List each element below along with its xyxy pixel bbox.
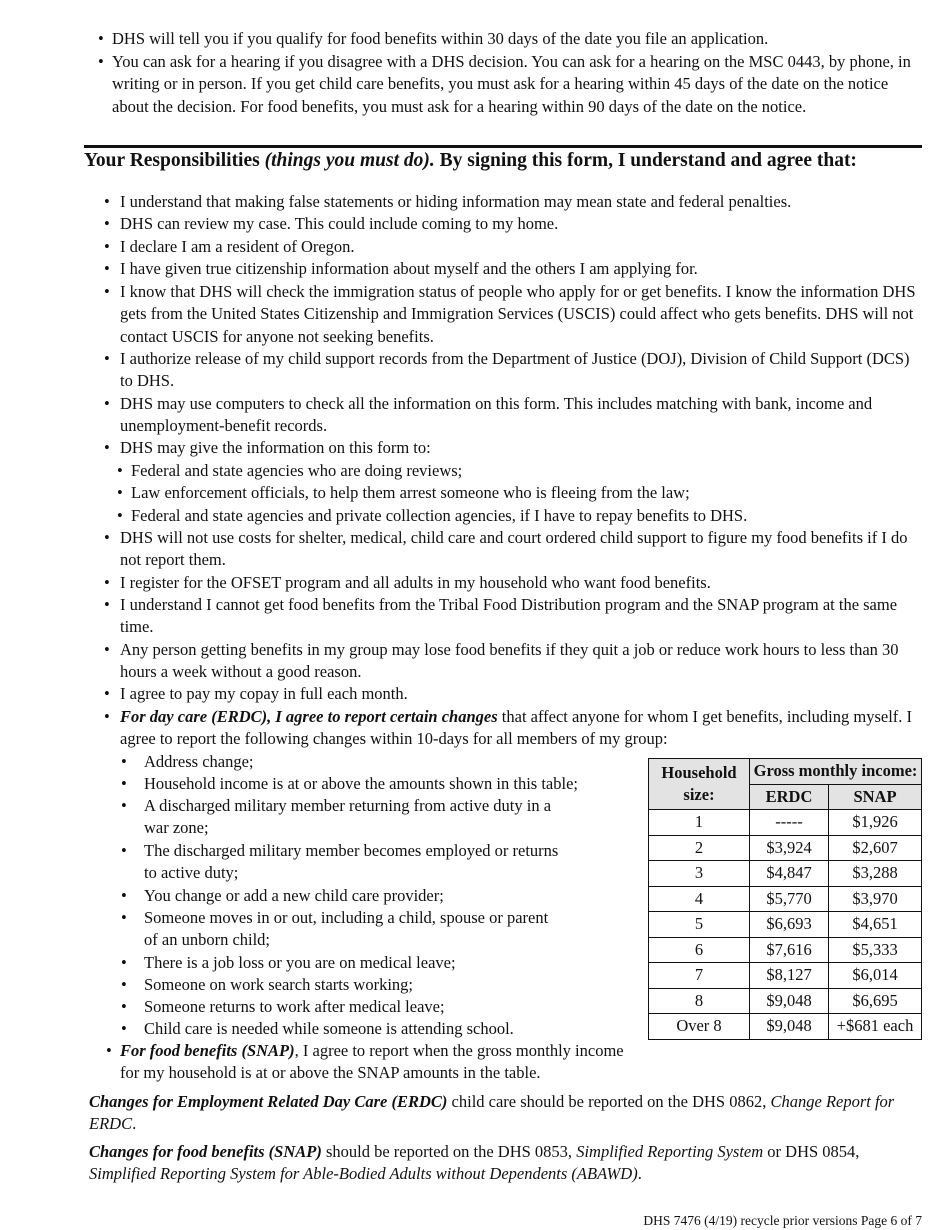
bullet-glyph: • xyxy=(104,640,110,659)
bullet-glyph: • xyxy=(121,953,127,972)
bullet-glyph: • xyxy=(121,908,127,927)
col-gross-monthly-income: Gross monthly income: xyxy=(750,759,922,785)
responsibility-item: • Federal and state agencies who are doing reviews; xyxy=(117,460,927,482)
household-size-cell: 8 xyxy=(649,988,750,1014)
bullet-glyph: • xyxy=(117,483,123,502)
bullet-glyph: • xyxy=(121,841,127,860)
responsibility-item: • DHS can review my case. This could include coming to my home. xyxy=(104,213,924,235)
responsibility-item: • I register for the OFSET program and all adults in my household who want food benefits. xyxy=(104,572,924,594)
erdc-lead: • For day care (ERDC), I agree to report certain changes that affect anyone for whom I get benefits, including myself. I agree to report the following changes within 10-days for all members of my group: xyxy=(104,707,913,749)
household-size-cell: 2 xyxy=(649,835,750,861)
erdc-income-cell: $3,924 xyxy=(750,835,829,861)
bullet-glyph: • xyxy=(121,774,127,793)
snap-reporting-note: Changes for food benefits (SNAP) should be reported on the DHS 0853, Simplified Reporting System or DHS 0854, Simplified Reporting System for Able-Bodied Adults without Dependents (ABAWD). xyxy=(89,1142,860,1184)
bullet-glyph: • xyxy=(121,752,127,771)
erdc-change-item: • You change or add a new child care provider; xyxy=(121,885,561,907)
bullet-glyph: • xyxy=(104,684,110,703)
snap-income-cell: $2,607 xyxy=(829,835,922,861)
household-size-cell: 1 xyxy=(649,810,750,836)
bullet-glyph: • xyxy=(104,259,110,278)
snap-income-cell: $1,926 xyxy=(829,810,922,836)
responsibility-item: • Law enforcement officials, to help them arrest someone who is fleeing from the law; xyxy=(117,482,927,504)
snap-income-cell: $4,651 xyxy=(829,912,922,938)
bullet-glyph: • xyxy=(98,29,104,48)
table-row xyxy=(649,835,922,861)
household-size-cell: 3 xyxy=(649,861,750,887)
table-row xyxy=(649,963,922,989)
snap-income-cell: +$681 each xyxy=(829,1014,922,1040)
table-row xyxy=(649,937,922,963)
responsibility-item: • I agree to pay my copay in full each month. xyxy=(104,683,924,705)
snap-lead: • For food benefits (SNAP), I agree to report when the gross monthly income for my household is at or above the SNAP amounts in the table. xyxy=(106,1041,624,1083)
snap-income-cell: $3,970 xyxy=(829,886,922,912)
responsibility-item: • Any person getting benefits in my group may lose food benefits if they quit a job or reduce work hours to less than 30 hours a week without a good reason. xyxy=(104,640,899,682)
table-row xyxy=(649,912,922,938)
page-footer: DHS 7476 (4/19) recycle prior versions Page 6 of 7 xyxy=(643,1213,922,1228)
erdc-income-cell: $8,127 xyxy=(750,963,829,989)
erdc-reporting-note: Changes for Employment Related Day Care (ERDC) child care should be reported on the DHS 0862, Change Report for ERDC. xyxy=(89,1092,895,1134)
bullet-glyph: • xyxy=(104,192,110,211)
bullet-glyph: • xyxy=(104,394,110,413)
household-size-cell: Over 8 xyxy=(649,1014,750,1040)
snap-income-cell: $3,288 xyxy=(829,861,922,887)
table-row xyxy=(649,1014,922,1040)
top-bullet-1: • DHS will tell you if you qualify for food benefits within 30 days of the date you file an application. xyxy=(98,28,928,50)
table-row xyxy=(649,988,922,1014)
erdc-income-cell: $6,693 xyxy=(750,912,829,938)
bullet-glyph: • xyxy=(104,528,110,547)
income-table-body xyxy=(649,810,922,1040)
top-bullet-2: • You can ask for a hearing if you disagree with a DHS decision. You can ask for a hearing on the MSC 0443, by phone, in writing or in person. If you get child care benefits, you must ask for a hearing within 45 days of the date on the notice about the decision. For food benefits, you must ask for a hearing within 90 days of the date on the notice. xyxy=(98,52,911,116)
responsibility-item: • DHS may use computers to check all the information on this form. This includes matching with bank, income and unemployment-benefit records. xyxy=(104,394,873,436)
erdc-income-cell: $7,616 xyxy=(750,937,829,963)
responsibilities-heading: Your Responsibilities (things you must do). By signing this form, I understand and agree that: xyxy=(84,150,857,171)
bullet-glyph: • xyxy=(106,1041,112,1060)
table-row xyxy=(649,861,922,887)
bullet-glyph: • xyxy=(98,52,104,71)
erdc-change-item: • Child care is needed while someone is attending school. xyxy=(121,1018,561,1040)
bullet-glyph: • xyxy=(121,1019,127,1038)
snap-income-cell: $5,333 xyxy=(829,937,922,963)
erdc-income-cell: $9,048 xyxy=(750,988,829,1014)
bullet-glyph: • xyxy=(104,707,110,726)
responsibility-item: • I know that DHS will check the immigration status of people who apply for or get benefits. I know the information DHS gets from the United States Citizenship and Immigration Services (USCIS) could affect who gets benefits. DHS will not contact USCIS for anyone not seeking benefits. xyxy=(104,282,916,346)
erdc-income-cell: $9,048 xyxy=(750,1014,829,1040)
table-row xyxy=(649,886,922,912)
erdc-change-item: • A discharged military member returning from active duty in a war zone; xyxy=(121,796,552,838)
responsibility-item: • DHS will not use costs for shelter, medical, child care and court ordered child support to figure my food benefits if I do not report them. xyxy=(104,528,908,570)
erdc-change-item: • Someone moves in or out, including a child, spouse or parent of an unborn child; xyxy=(121,908,549,950)
responsibility-item: • I authorize release of my child support records from the Department of Justice (DOJ), Division of Child Support (DCS) to DHS. xyxy=(104,349,910,391)
erdc-change-item: • Address change; xyxy=(121,751,561,773)
household-size-cell: 4 xyxy=(649,886,750,912)
responsibility-item: • I have given true citizenship information about myself and the others I am applying for. xyxy=(104,258,924,280)
erdc-income-cell: ----- xyxy=(750,810,829,836)
bullet-glyph: • xyxy=(104,438,110,457)
household-size-cell: 6 xyxy=(649,937,750,963)
erdc-change-item: • Someone on work search starts working; xyxy=(121,974,561,996)
erdc-change-item: • The discharged military member becomes employed or returns to active duty; xyxy=(121,841,559,883)
responsibility-item: • I understand I cannot get food benefits from the Tribal Food Distribution program and the SNAP program at the same time. xyxy=(104,595,898,637)
responsibility-item: • Federal and state agencies and private collection agencies, if I have to repay benefits to DHS. xyxy=(117,505,927,527)
table-row xyxy=(649,810,922,836)
col-erdc: ERDC xyxy=(750,784,829,810)
bullet-glyph: • xyxy=(121,796,127,815)
bullet-glyph: • xyxy=(117,506,123,525)
bullet-glyph: • xyxy=(104,573,110,592)
bullet-glyph: • xyxy=(121,975,127,994)
responsibility-item: • DHS may give the information on this form to: xyxy=(104,437,924,459)
household-size-cell: 7 xyxy=(649,963,750,989)
bullet-glyph: • xyxy=(104,282,110,301)
section-divider xyxy=(84,145,922,148)
col-snap: SNAP xyxy=(829,784,922,810)
household-size-cell: 5 xyxy=(649,912,750,938)
erdc-change-item: • Household income is at or above the amounts shown in this table; xyxy=(121,773,636,795)
snap-income-cell: $6,014 xyxy=(829,963,922,989)
bullet-glyph: • xyxy=(104,349,110,368)
erdc-income-cell: $4,847 xyxy=(750,861,829,887)
responsibility-item: • I understand that making false statements or hiding information may mean state and federal penalties. xyxy=(104,191,924,213)
erdc-income-cell: $5,770 xyxy=(750,886,829,912)
income-table xyxy=(648,758,922,1040)
bullet-glyph: • xyxy=(121,997,127,1016)
erdc-change-item: • There is a job loss or you are on medical leave; xyxy=(121,952,561,974)
bullet-glyph: • xyxy=(121,886,127,905)
erdc-change-item: • Someone returns to work after medical leave; xyxy=(121,996,561,1018)
bullet-glyph: • xyxy=(117,461,123,480)
bullet-glyph: • xyxy=(104,214,110,233)
responsibility-item: • I declare I am a resident of Oregon. xyxy=(104,236,924,258)
col-household-size: Household size: xyxy=(649,759,750,810)
snap-income-cell: $6,695 xyxy=(829,988,922,1014)
bullet-glyph: • xyxy=(104,237,110,256)
bullet-glyph: • xyxy=(104,595,110,614)
